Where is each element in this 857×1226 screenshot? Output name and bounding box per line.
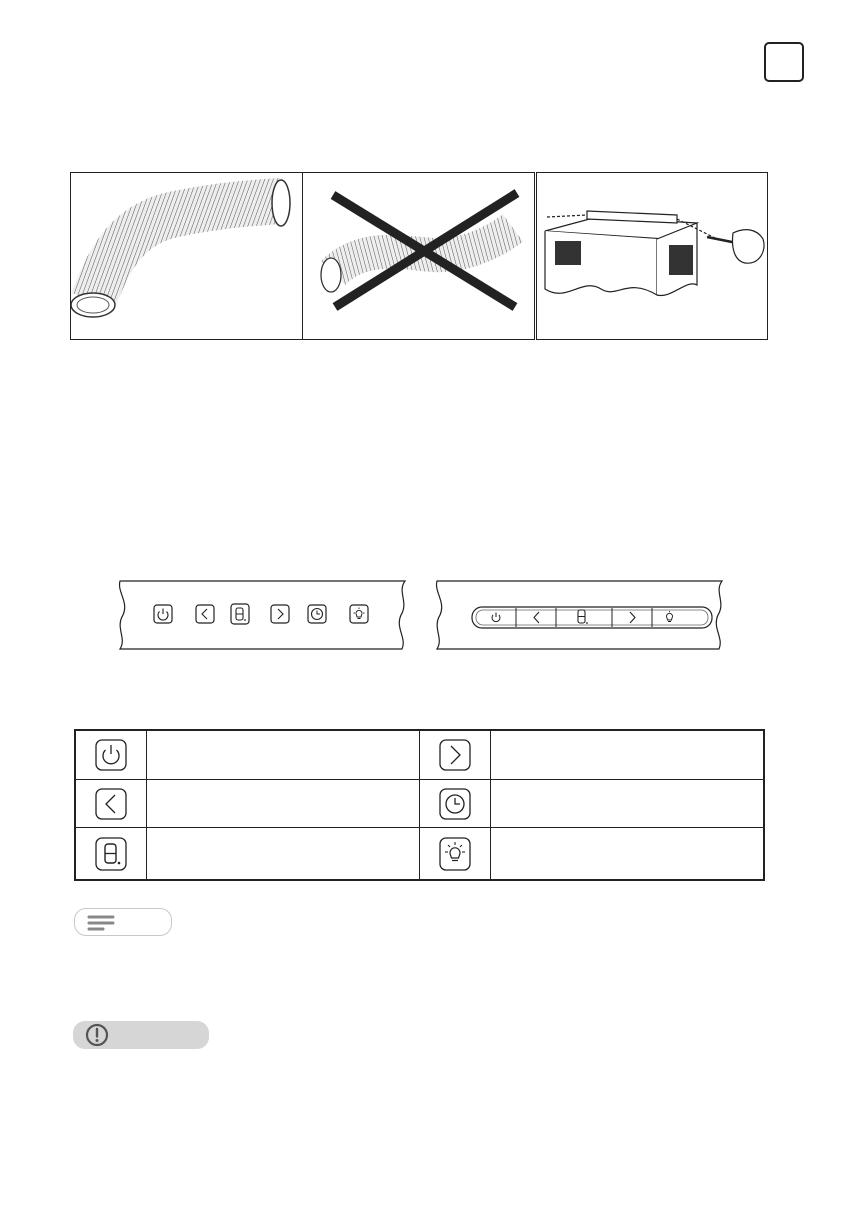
legend-text-cell — [146, 731, 419, 780]
language-marker-box — [764, 42, 804, 82]
figure-duct-prohibited — [302, 172, 535, 340]
exclamation-circle-icon — [83, 1021, 111, 1049]
legend-icon-cell — [419, 731, 490, 780]
chevron-left-icon — [95, 788, 127, 820]
power-icon[interactable] — [154, 605, 172, 623]
chevron-right-icon[interactable] — [271, 605, 289, 623]
legend-row — [76, 731, 764, 780]
power-icon — [95, 739, 127, 771]
legend-text-cell — [490, 779, 763, 828]
legend-icon-cell — [76, 779, 147, 828]
note-badge — [74, 908, 172, 936]
legend-text-cell — [146, 828, 419, 880]
legend-row — [76, 779, 764, 828]
chevron-left-icon[interactable] — [196, 605, 214, 623]
control-panel-touch — [115, 580, 410, 650]
legend-icon-cell — [419, 779, 490, 828]
legend-row — [76, 828, 764, 880]
legend-text-cell — [490, 731, 763, 780]
digit-display-icon[interactable] — [231, 604, 249, 624]
chevron-right-icon — [439, 739, 471, 771]
legend-icon-cell — [76, 828, 147, 880]
control-panel-slider — [432, 580, 727, 650]
timer-clock-icon[interactable] — [308, 605, 326, 623]
light-bulb-icon — [439, 837, 471, 871]
legend-text-cell — [490, 828, 763, 880]
legend-text-cell — [146, 779, 419, 828]
bracket-screwdriver-illustration — [537, 173, 768, 340]
light-bulb-icon[interactable] — [350, 605, 368, 623]
flexible-duct-illustration — [71, 173, 304, 340]
crossed-out-duct-illustration — [303, 173, 535, 340]
legend-icon-cell — [76, 731, 147, 780]
legend-icon-cell — [419, 828, 490, 880]
figure-flexible-duct — [70, 172, 304, 340]
control-legend-table — [74, 729, 765, 881]
figure-mounting-bracket — [536, 172, 768, 340]
lines-note-icon — [85, 911, 125, 935]
warning-badge — [73, 1021, 209, 1049]
digit-display-icon — [95, 837, 127, 871]
timer-clock-icon — [439, 788, 471, 820]
